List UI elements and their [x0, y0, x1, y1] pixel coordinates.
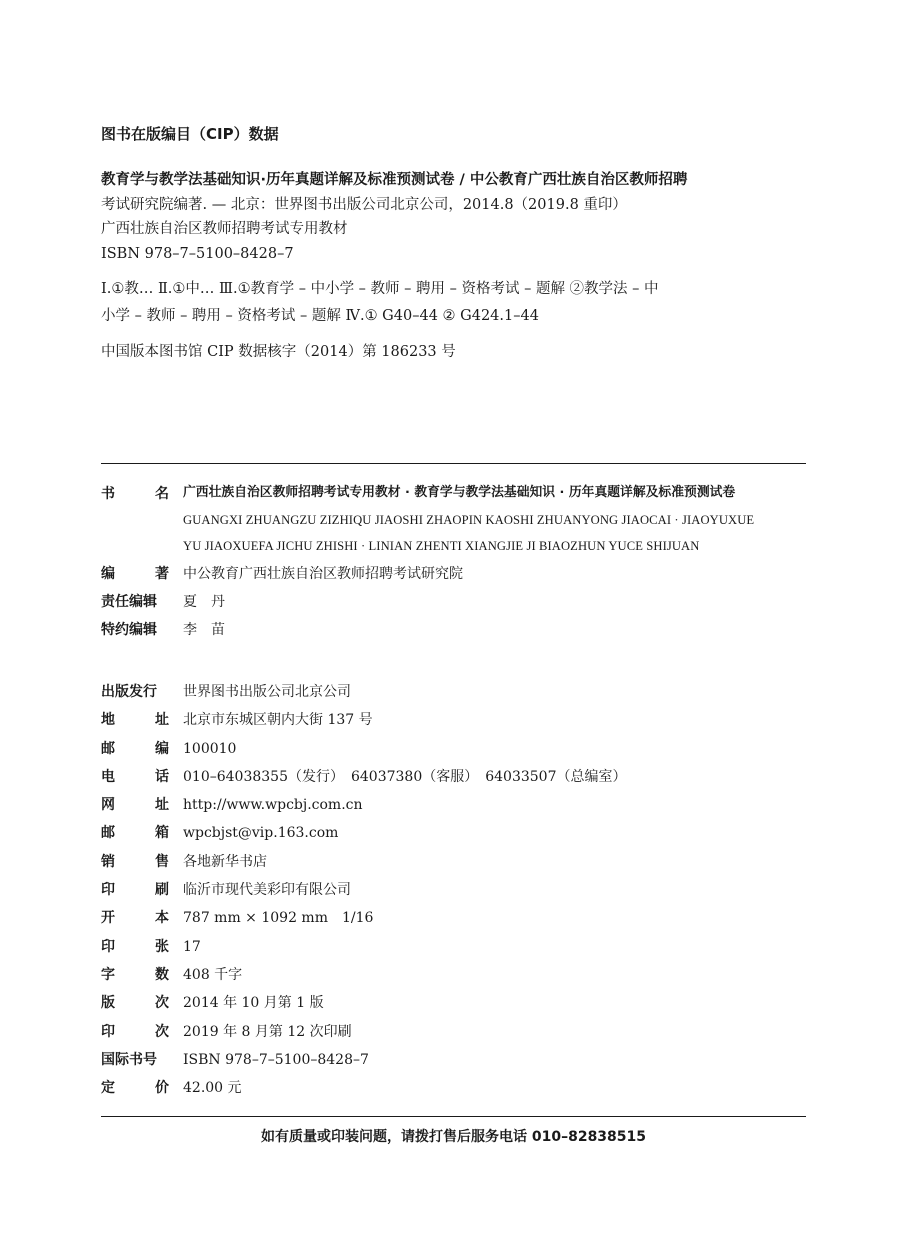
detail-label — [101, 961, 169, 989]
detail-label — [101, 848, 169, 876]
author-row — [101, 560, 806, 588]
editor-value: 夏 丹 — [183, 593, 225, 610]
publication-info — [101, 678, 806, 1102]
detail-label — [101, 763, 169, 791]
label-char: 版 — [101, 995, 115, 1012]
publication-detail-row — [101, 904, 806, 932]
detail-value: wpcbjst@vip.163.com — [183, 825, 339, 842]
detail-value: 010–64038355（发行） 64037380（客服） 64033507（总编室） — [183, 768, 627, 785]
publication-detail-row — [101, 819, 806, 847]
label-char: 书 — [101, 486, 115, 502]
detail-value: 408 千字 — [183, 966, 243, 983]
book-title-pinyin-1: GUANGXI ZHUANGZU ZIZHIQU JIAOSHI ZHAOPIN KAOSHI ZHUANYONG JIAOCAI · JIAOYUXUE — [183, 512, 755, 527]
label-char: 刷 — [155, 882, 169, 899]
cip-title-line-2: 考试研究院编著. — 北京：世界图书出版公司北京公司，2014.8（2019.8 重印） — [101, 196, 627, 213]
publication-detail-row — [101, 763, 806, 791]
service-hotline-notice: 如有质量或印装问题，请拨打售后服务电话 010–82838515 — [260, 1129, 647, 1145]
bottom-divider — [101, 1116, 806, 1117]
publication-detail-row — [101, 791, 806, 819]
detail-value: 2019 年 8 月第 12 次印刷 — [183, 1023, 352, 1040]
book-title-cn: 广西壮族自治区教师招聘考试专用教材 · 教育学与教学法基础知识 · 历年真题详解及标准预测试卷 — [183, 485, 736, 500]
publication-detail-row — [101, 848, 806, 876]
label-char: 销 — [101, 853, 115, 870]
publication-detail-row — [101, 735, 806, 763]
label-char: 次 — [155, 1023, 169, 1040]
price-row — [101, 1074, 806, 1102]
label-char: 邮 — [101, 825, 115, 842]
detail-value: 2014 年 10 月第 1 版 — [183, 995, 324, 1012]
book-title-value — [183, 480, 806, 560]
label-char: 售 — [155, 853, 169, 870]
detail-label — [101, 706, 169, 734]
label-char: 网 — [101, 797, 115, 814]
publisher-label: 出版发行 — [101, 684, 157, 700]
detail-label — [101, 876, 169, 904]
detail-value: 北京市东城区朝内大街 137 号 — [183, 712, 373, 729]
detail-value: 临沂市现代美彩印有限公司 — [183, 882, 351, 899]
publication-detail-row — [101, 989, 806, 1017]
top-divider — [101, 463, 806, 464]
cip-classification-line-2: 小学 – 教师 – 聘用 – 资格考试 – 题解 Ⅳ.① G40–44 ② G424.1–44 — [101, 308, 539, 324]
detail-label — [101, 1018, 169, 1046]
label-char: 次 — [155, 995, 169, 1012]
isbn-label: 国际书号 — [101, 1051, 157, 1068]
label-char: 本 — [155, 910, 169, 927]
label-char: 定 — [101, 1080, 115, 1097]
detail-label — [101, 989, 169, 1017]
publication-detail-row — [101, 1018, 806, 1046]
label-char: 著 — [155, 565, 169, 582]
detail-label — [101, 904, 169, 932]
label-char: 电 — [101, 768, 115, 785]
label-char: 址 — [155, 797, 169, 814]
label-char: 数 — [155, 966, 169, 983]
editor-label: 责任编辑 — [101, 593, 157, 610]
publication-detail-row — [101, 933, 806, 961]
detail-value: 17 — [183, 938, 201, 955]
detail-label — [101, 735, 169, 763]
label-char: 邮 — [101, 740, 115, 757]
book-title-label — [101, 480, 169, 508]
label-char: 开 — [101, 910, 115, 927]
detail-value: http://www.wpcbj.com.cn — [183, 797, 363, 814]
cip-record-number: 中国版本图书馆 CIP 数据核字（2014）第 186233 号 — [101, 344, 456, 360]
contributing-editor-row — [101, 616, 806, 644]
publication-detail-row — [101, 961, 806, 989]
label-char: 印 — [101, 938, 115, 955]
detail-label — [101, 933, 169, 961]
price-label — [101, 1074, 169, 1102]
label-char: 价 — [155, 1080, 169, 1097]
book-title-row — [101, 480, 806, 560]
spacer — [101, 266, 806, 276]
detail-value: 100010 — [183, 740, 237, 757]
cip-isbn: ISBN 978–7–5100–8428–7 — [101, 245, 294, 262]
label-char: 印 — [101, 882, 115, 899]
publication-detail-row — [101, 706, 806, 734]
label-char: 张 — [155, 938, 169, 955]
editor-row — [101, 588, 806, 616]
publication-rows — [101, 706, 806, 1046]
detail-label — [101, 819, 169, 847]
label-char: 字 — [101, 966, 115, 983]
cip-title-line-1: 教育学与教学法基础知识·历年真题详解及标准预测试卷 / 中公教育广西壮族自治区教师招聘 — [101, 172, 688, 188]
price-value: 42.00 元 — [183, 1080, 242, 1097]
publisher-value: 世界图书出版公司北京公司 — [183, 684, 351, 700]
detail-value: 各地新华书店 — [183, 853, 267, 870]
isbn-row — [101, 1046, 806, 1074]
isbn-value: ISBN 978–7–5100–8428–7 — [183, 1051, 369, 1068]
cip-heading: 图书在版编目（CIP）数据 — [101, 125, 279, 143]
label-char: 编 — [155, 740, 169, 757]
label-char: 话 — [155, 768, 169, 785]
author-value: 中公教育广西壮族自治区教师招聘考试研究院 — [183, 565, 463, 582]
contributing-editor-value: 李 苗 — [183, 622, 225, 639]
label-char: 印 — [101, 1023, 115, 1040]
cip-data-block — [101, 168, 806, 365]
label-char: 编 — [101, 565, 115, 582]
spacer — [101, 330, 806, 340]
label-char: 名 — [155, 486, 169, 502]
label-char: 地 — [101, 712, 115, 729]
cip-series: 广西壮族自治区教师招聘考试专用教材 — [101, 221, 348, 237]
detail-label — [101, 791, 169, 819]
publisher-row — [101, 678, 806, 706]
cip-classification-line-1: Ⅰ.①教… Ⅱ.①中… Ⅲ.①教育学 – 中小学 – 教师 – 聘用 – 资格考试 – 题解 ②教学法 – 中 — [101, 281, 659, 297]
book-title-pinyin-2: YU JIAOXUEFA JICHU ZHISHI · LINIAN ZHENTI XIANGJIE JI BIAOZHUN YUCE SHIJUAN — [183, 539, 700, 553]
contributing-editor-label: 特约编辑 — [101, 622, 157, 639]
label-char: 址 — [155, 712, 169, 729]
publication-detail-row — [101, 876, 806, 904]
book-credits — [101, 480, 806, 644]
detail-value: 787 mm × 1092 mm 1/16 — [183, 910, 374, 927]
author-label — [101, 560, 169, 588]
label-char: 箱 — [155, 825, 169, 842]
